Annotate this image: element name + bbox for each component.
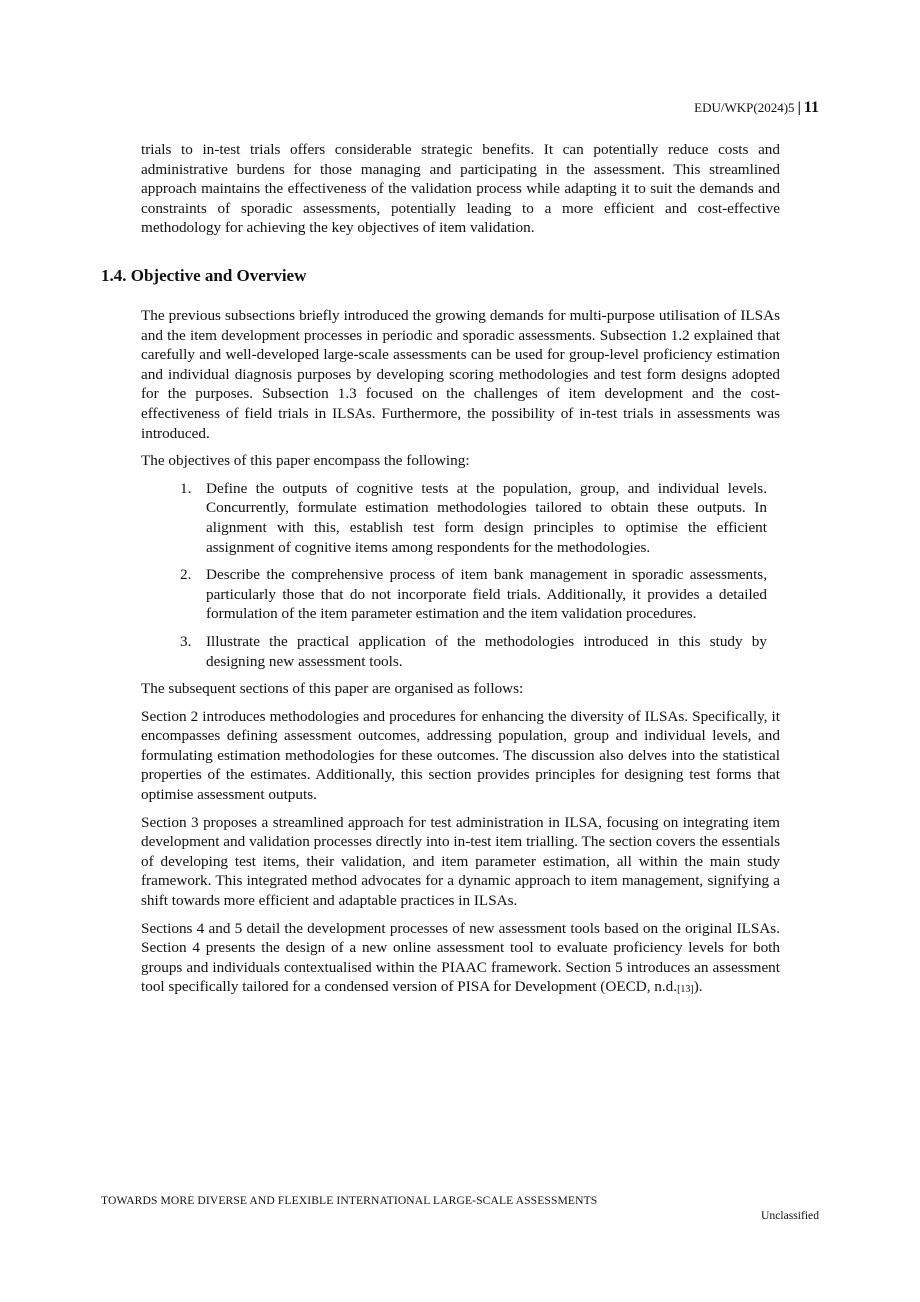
page-header [694,99,819,117]
paragraph-section-2: Section 2 introduces methodologies and procedures for enhancing the diversity of ILSAs. Specifically, it encompasses defining assessment outcomes, addressing population, group and individual levels, and formulating estimation methodologies for these outcomes. The discussion also delves into the statistical properties of the estimates. Additionally, this section provides principles for designing test forms that optimise assessment outputs. [141,707,780,804]
paragraph-previous-subsections: The previous subsections briefly introduced the growing demands for multi-purpose utilisation of ILSAs and the item development processes in periodic and sporadic assessments. Subsection 1.2 explained that carefully and well-developed large-scale assessments can be used for group-level proficiency estimation and individual diagnosis purposes by developing scoring methodologies and test form designs adopted for the purposes. Subsection 1.3 focused on the challenges of item development and the cost-effectiveness of field trials in ILSAs. Furthermore, the possibility of in-test trials in assessments was introduced. [141,307,780,442]
paragraph-section-3: Section 3 proposes a streamlined approach for test administration in ILSA, focusing on integrating item development and validation processes directly into in-test item trialling. The section covers the essentials of developing test items, their validation, and item parameter estimation, all within the main study framework. This integrated method advocates for a dynamic approach to item management, signifying a shift towards more efficient and adaptable practices in ILSAs. [141,813,780,910]
citation-reference[interactable]: [13] [677,984,694,996]
list-text: Describe the comprehensive process of item bank management in sporadic assessments, particularly those that do not incorporate field trials. Additionally, it provides a detailed formulation of the item parameter estimation and the item validation procedures. [206,566,767,623]
list-number: 2. [180,566,192,584]
list-number: 1. [180,479,192,497]
objectives-list [141,479,767,671]
intro-paragraph: trials to in-test trials offers considerable strategic benefits. It can potentially reduce costs and administrative burdens for those managing and participating in the assessment. This streamlined approach maintains the effectiveness of the validation process while adapting it to suit the demands and constraints of sporadic assessments, potentially leading to a more efficient and cost-effective methodology for achieving the key objectives of item validation. [141,141,780,237]
list-text: Illustrate the practical application of the methodologies introduced in this study by designing new assessment tools. [206,632,767,670]
list-item [141,479,767,557]
paragraph-objectives-intro: The objectives of this paper encompass the following: [141,452,470,470]
paragraph-subsequent-sections: The subsequent sections of this paper are organised as follows: [141,680,524,698]
paragraph-text: Sections 4 and 5 detail the development processes of new assessment tools based on the original ILSAs. Section 4 presents the design of a new online assessment tool to evaluate proficiency levels for both groups and individuals contextualised within the PIAAC framework. Section 5 introduces an assessment tool specifically tailored for a condensed version of PISA for Development (OECD, n.d. [141,919,780,996]
section-heading: 1.4. Objective and Overview [101,266,307,285]
list-item [141,632,767,671]
intro-block [141,140,780,246]
page-number: 11 [803,99,819,116]
footer-title: TOWARDS MORE DIVERSE AND FLEXIBLE INTERNATIONAL LARGE-SCALE ASSESSMENTS [101,1194,598,1207]
header-separator: | [797,100,801,116]
list-text: Define the outputs of cognitive tests at the population, group, and individual levels. Concurrently, formulate estimation methodologies tailored to obtain these outputs. In alignment with this, establish test form design principles to optimise the efficient assignment of cognitive items among respondents for the methodologies. [206,479,767,556]
paragraph-sections-4-5 [141,919,780,1000]
section-body [141,306,780,1008]
document-code: EDU/WKP(2024)5 [694,100,795,115]
footer-classification: Unclassified [761,1209,819,1222]
list-number: 3. [180,632,192,650]
paragraph-text-end: ). [693,978,703,996]
list-item [141,565,767,624]
